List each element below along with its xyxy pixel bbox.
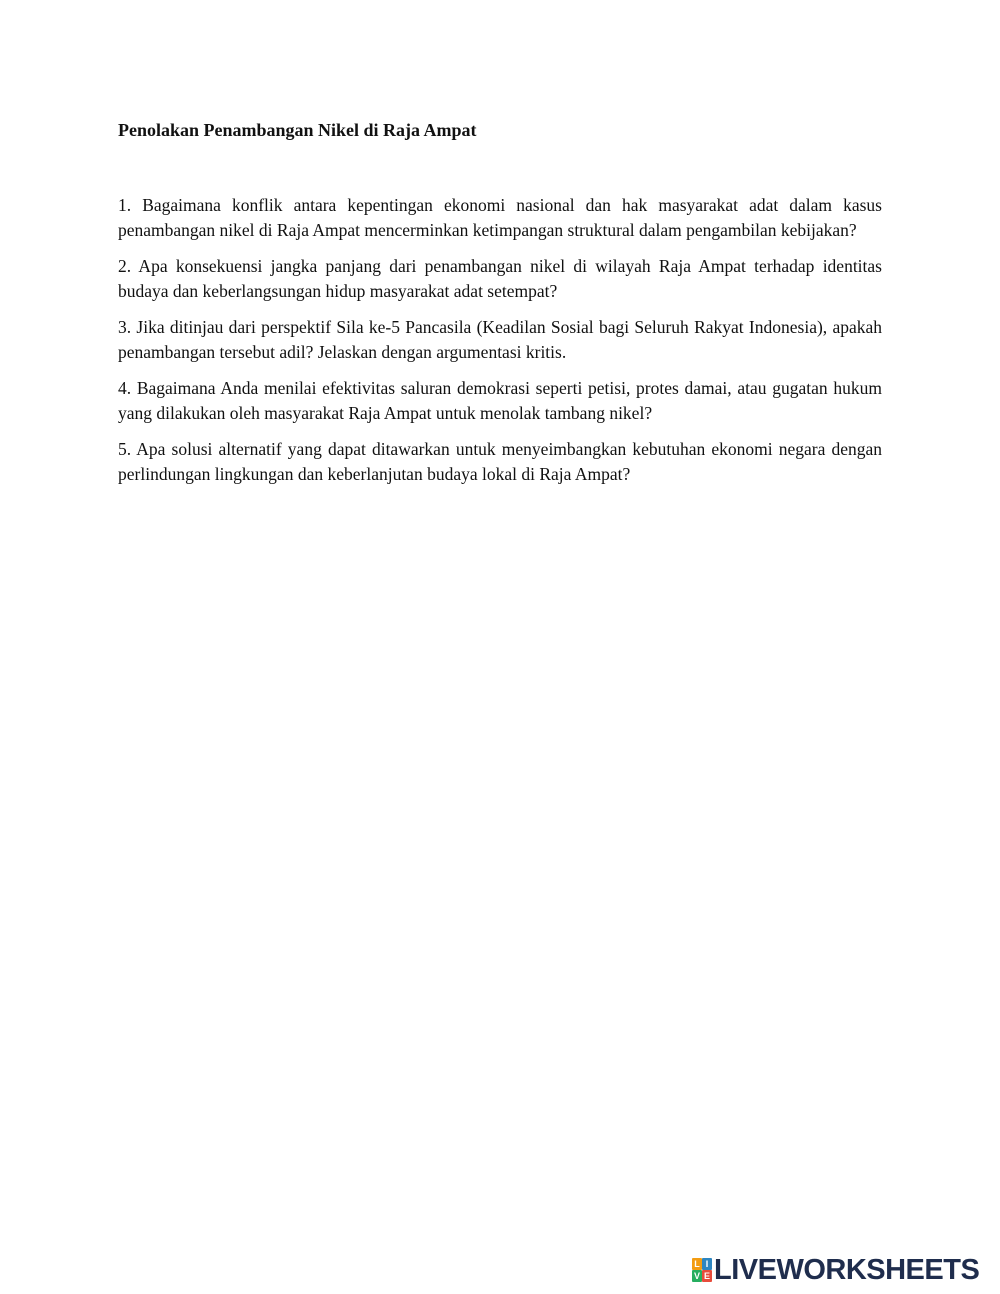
logo-tile-i: I [702,1258,712,1270]
logo-tile-v: V [693,1271,700,1281]
question-5: 5. Apa solusi alternatif yang dapat ditawarkan untuk menyeimbangkan kebutuhan ekonomi negara dengan perlindungan lingkungan dan keberlanjutan budaya lokal di Raja Ampat? [118,439,882,484]
liveworksheets-logo-text: LIVEWORKSHEETS [714,1254,980,1286]
question-2: 2. Apa konsekuensi jangka panjang dari penambangan nikel di wilayah Raja Ampat terhadap identitas budaya dan keberlangsungan hidup masyarakat adat setempat? [118,256,882,301]
liveworksheets-logo-icon [692,1258,712,1282]
question-list [118,193,882,498]
logo-tile-e: E [703,1271,710,1281]
liveworksheets-logo[interactable] [692,1256,979,1284]
question-4: 4. Bagaimana Anda menilai efektivitas saluran demokrasi seperti petisi, protes damai, atau gugatan hukum yang dilakukan oleh masyarakat Raja Ampat untuk menolak tambang nikel? [118,378,882,423]
question-1: 1. Bagaimana konflik antara kepentingan ekonomi nasional dan hak masyarakat adat dalam kasus penambangan nikel di Raja Ampat mencerminkan ketimpangan struktural dalam pengambilan kebijakan? [118,195,882,240]
question-3: 3. Jika ditinjau dari perspektif Sila ke-5 Pancasila (Keadilan Sosial bagi Seluruh Rakyat Indonesia), apakah penambangan tersebut adil? Jelaskan dengan argumentasi kritis. [118,317,882,362]
page-title: Penolakan Penambangan Nikel di Raja Ampat [118,120,477,140]
logo-tile-l: L [692,1258,702,1270]
